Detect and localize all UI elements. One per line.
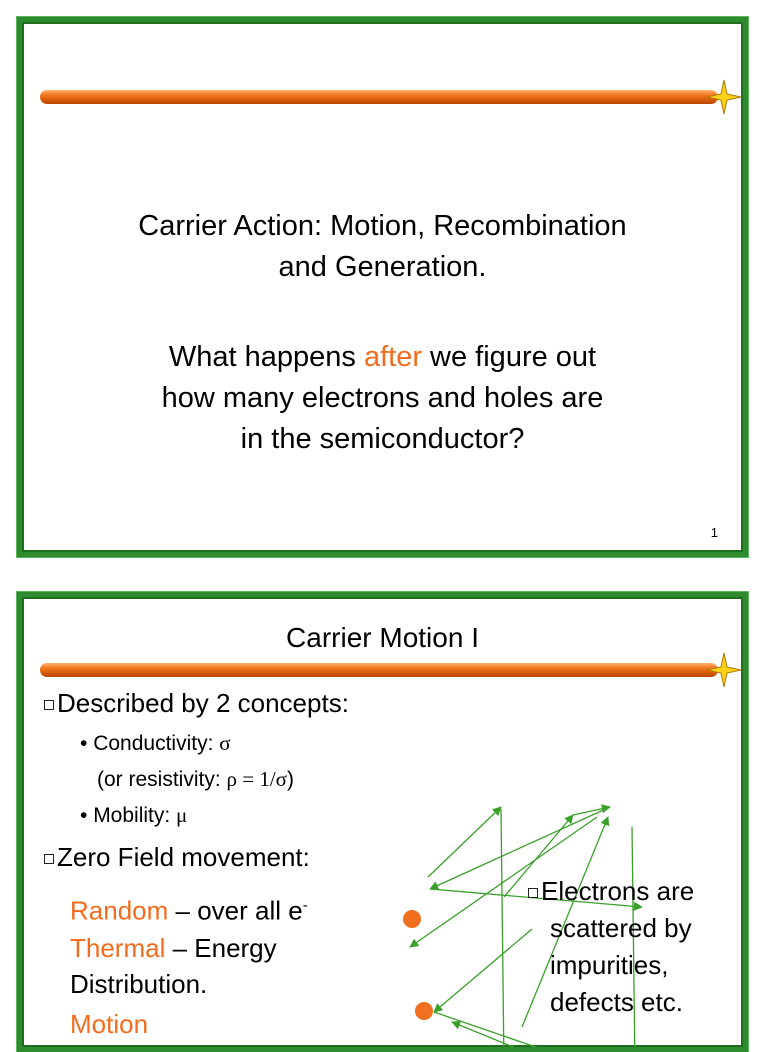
scatter-path: [434, 929, 532, 1012]
page-number: 1: [710, 525, 718, 540]
sparkle-star-icon: [706, 79, 742, 115]
sparkle-star-icon: [706, 652, 742, 688]
thermal-line: Thermal – Energy: [70, 933, 277, 963]
slide-1: [17, 17, 748, 557]
electron-dot: [415, 1002, 433, 1020]
highlight-word: after: [363, 341, 422, 373]
checkbox-bullet-icon: [528, 888, 538, 898]
question-line: What happens after we figure out: [168, 341, 597, 373]
bullet-conductivity: • Conductivity: σ: [80, 731, 231, 755]
random-line: Random – over all e-: [70, 895, 308, 926]
bullet-zero-field: Zero Field movement:: [44, 842, 310, 872]
bullet-described-by: Described by 2 concepts:: [44, 688, 349, 718]
scatter-path: [573, 807, 610, 815]
scatter-path: [428, 807, 501, 877]
distribution-line: Distribution.: [70, 969, 208, 999]
slide-title: [22, 206, 743, 288]
resistivity-note: (or resistivity: ρ = 1/σ): [97, 767, 294, 791]
bullet-mobility: • Mobility: μ: [80, 803, 188, 827]
title-divider-bar: [40, 90, 718, 104]
question-line: in the semiconductor?: [240, 423, 525, 455]
slide-title: Carrier Motion I: [286, 622, 479, 653]
slide-2: [17, 592, 748, 1052]
title-line: and Generation.: [278, 251, 487, 283]
electron-dot: [403, 910, 421, 928]
title-line: Carrier Action: Motion, Recombination: [138, 210, 627, 242]
checkbox-bullet-icon: [44, 854, 54, 864]
title-divider-bar: [40, 663, 718, 677]
motion-line: Motion: [70, 1009, 149, 1039]
slide-question: [22, 337, 743, 460]
scatter-path: [501, 809, 504, 1052]
checkbox-bullet-icon: [44, 700, 54, 710]
scattering-note: Electrons are scattered by impurities, defects etc.: [528, 873, 694, 1021]
question-line: how many electrons and holes are: [161, 382, 604, 414]
